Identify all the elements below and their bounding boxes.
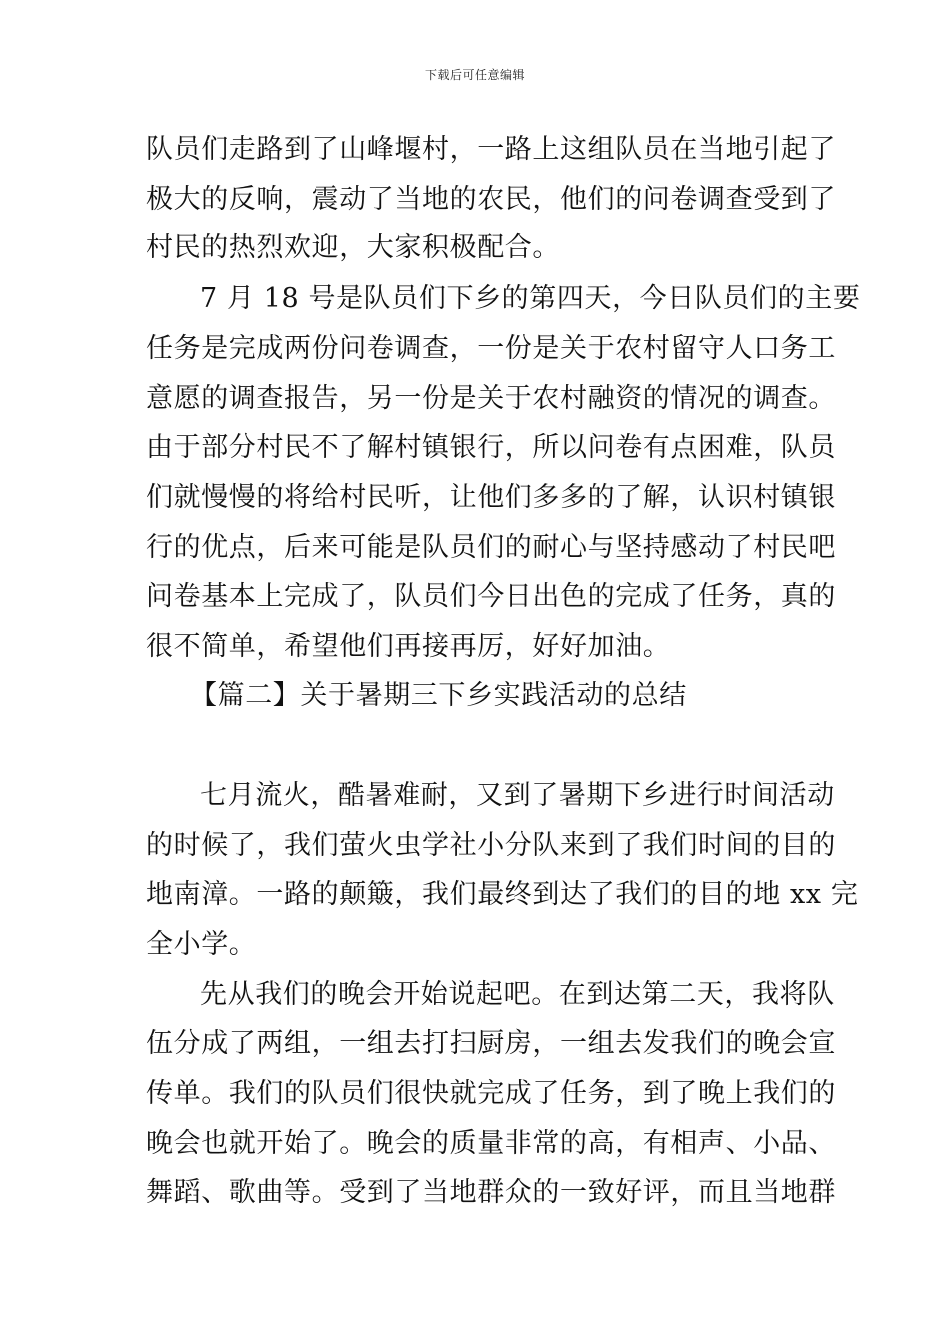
paragraph-line: 全小学。 xyxy=(146,929,257,960)
paragraph-line: 意愿的调查报告，另一份是关于农村融资的情况的调查。 xyxy=(146,383,836,414)
paragraph-line: 晚会也就开始了。晚会的质量非常的高，有相声、小品、 xyxy=(146,1128,836,1159)
paragraph-line: 的时候了，我们萤火虫学社小分队来到了我们时间的目的 xyxy=(146,830,836,861)
paragraph-line: 很不简单，希望他们再接再厉，好好加油。 xyxy=(146,631,671,662)
paragraph-line: 村民的热烈欢迎，大家积极配合。 xyxy=(146,232,560,263)
paragraph-line: 舞蹈、歌曲等。受到了当地群众的一致好评，而且当地群 xyxy=(146,1177,836,1208)
paragraph-line: 传单。我们的队员们很快就完成了任务，到了晚上我们的 xyxy=(146,1078,836,1109)
paragraph-line: 7 月 18 号是队员们下乡的第四天，今日队员们的主要 xyxy=(200,283,861,314)
paragraph-line: 队员们走路到了山峰堰村，一路上这组队员在当地引起了 xyxy=(146,134,836,165)
paragraph-line: 行的优点，后来可能是队员们的耐心与坚持感动了村民吧 xyxy=(146,532,836,563)
paragraph-line: 地南漳。一路的颠簸，我们最终到达了我们的目的地 xx 完 xyxy=(146,879,859,910)
paragraph-line: 伍分成了两组，一组去打扫厨房，一组去发我们的晚会宣 xyxy=(146,1028,836,1059)
section-heading: 【篇二】关于暑期三下乡实践活动的总结 xyxy=(190,680,687,711)
paragraph-line: 极大的反响，震动了当地的农民，他们的问卷调查受到了 xyxy=(146,184,836,215)
paragraph-line: 七月流火，酷暑难耐，又到了暑期下乡进行时间活动 xyxy=(200,780,835,811)
paragraph-line: 任务是完成两份问卷调查，一份是关于农村留守人口务工 xyxy=(146,333,836,364)
paragraph-line: 们就慢慢的将给村民听，让他们多多的了解，认识村镇银 xyxy=(146,482,836,513)
paragraph-line: 由于部分村民不了解村镇银行，所以问卷有点困难，队员 xyxy=(146,432,836,463)
paragraph-line: 问卷基本上完成了，队员们今日出色的完成了任务，真的 xyxy=(146,581,836,612)
page-header: 下载后可任意编辑 xyxy=(424,68,525,82)
paragraph-line: 先从我们的晚会开始说起吧。在到达第二天，我将队 xyxy=(200,979,835,1010)
